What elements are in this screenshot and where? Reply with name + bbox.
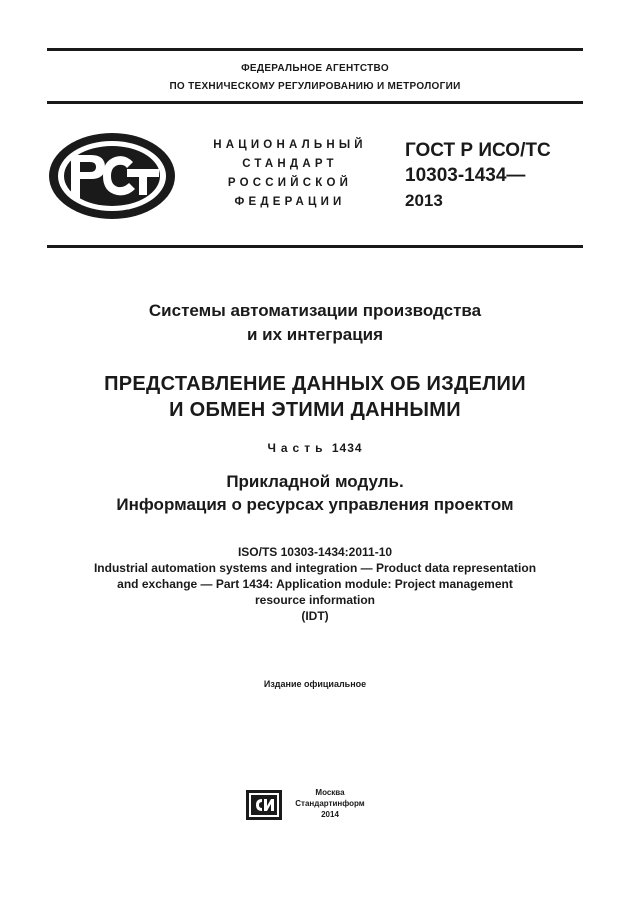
publisher-year: 2014 — [321, 810, 339, 819]
publisher-name: Стандартинформ — [295, 799, 365, 808]
national-standard-line-4: ФЕДЕРАЦИИ — [234, 196, 346, 208]
main-title-line-2: И ОБМЕН ЭТИМИ ДАННЫМИ — [169, 399, 461, 421]
edition-label: Издание официальное — [263, 679, 367, 689]
part-label — [0, 441, 630, 455]
iso-code: ISO/TS 10303-1434:2011-10 — [237, 545, 393, 559]
top-rule — [47, 48, 583, 51]
publisher-logo-icon — [246, 790, 282, 820]
main-title-line-1: ПРЕДСТАВЛЕНИЕ ДАННЫХ ОБ ИЗДЕЛИИ — [104, 373, 526, 395]
series-title-line-2: и их интеграция — [246, 325, 384, 344]
national-standard-line-2: СТАНДАРТ — [242, 158, 338, 170]
rst-logo-icon — [47, 131, 177, 221]
national-standard-line-1: НАЦИОНАЛЬНЫЙ — [213, 139, 367, 151]
agency-bottom-rule — [47, 101, 583, 104]
agency-line-1: ФЕДЕРАЛЬНОЕ АГЕНТСТВО — [241, 63, 389, 74]
iso-title-line-3: resource information — [254, 593, 376, 607]
standard-designation-line-3: 2013 — [405, 191, 443, 210]
agency-line-2: ПО ТЕХНИЧЕСКОМУ РЕГУЛИРОВАНИЮ И МЕТРОЛОГИИ — [169, 81, 461, 92]
standard-bottom-rule — [47, 245, 583, 248]
standard-designation-line-1: ГОСТ Р ИСО/ТС — [405, 140, 551, 161]
publisher-city: Москва — [315, 788, 345, 797]
part-word: Часть — [267, 441, 328, 455]
national-standard-line-3: РОССИЙСКОЙ — [227, 177, 353, 189]
iso-title-line-2: and exchange — Part 1434: Application module: Project management — [117, 577, 513, 591]
standard-designation-line-2: 10303-1434— — [405, 165, 526, 186]
module-title-line-1: Прикладной модуль. — [226, 472, 404, 491]
part-number: 1434 — [331, 441, 363, 455]
module-title-line-2: Информация о ресурсах управления проектом — [116, 495, 514, 514]
idt-label: (IDT) — [301, 609, 329, 623]
iso-title-line-1: Industrial automation systems and integration — Product data representation — [93, 561, 537, 575]
series-title-line-1: Системы автоматизации производства — [148, 301, 482, 320]
